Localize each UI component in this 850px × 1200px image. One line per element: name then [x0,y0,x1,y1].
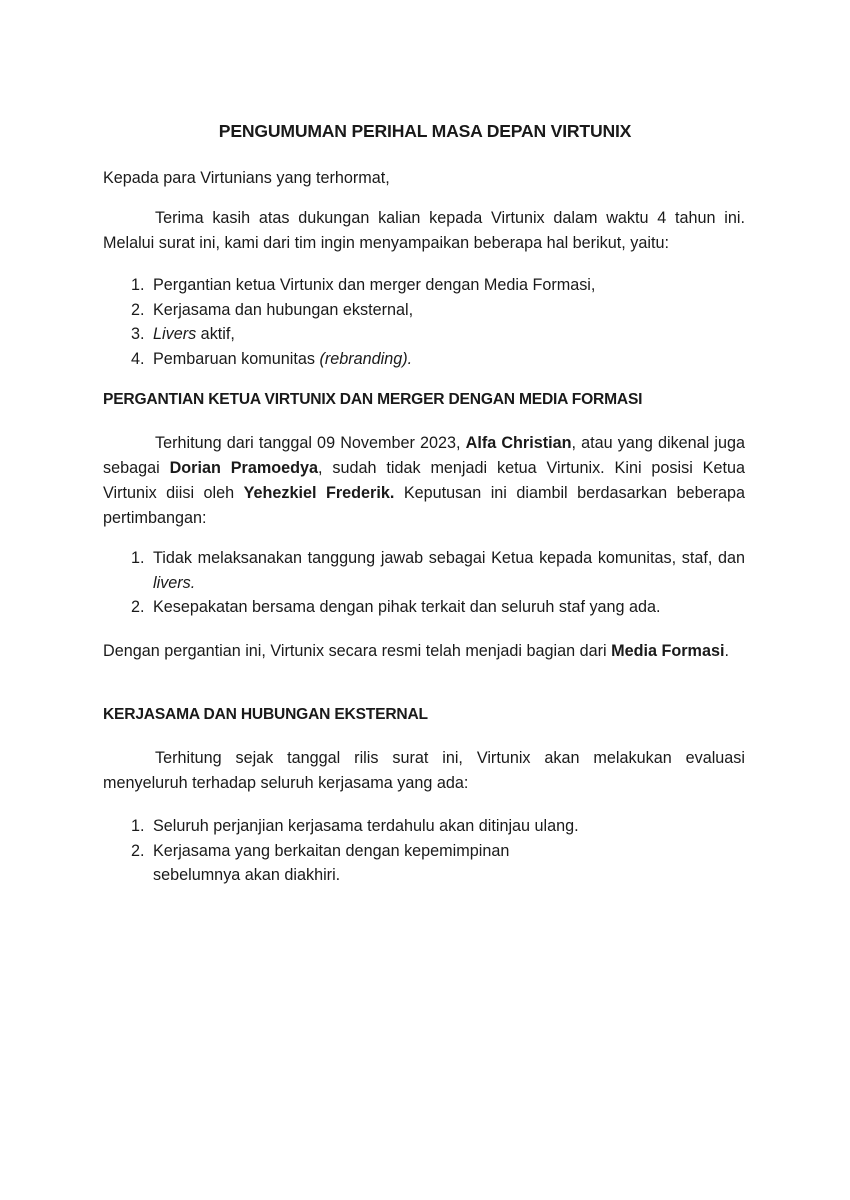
list-number: 1. [131,276,145,294]
list-item-text: Kerjasama dan hubungan eksternal, [153,300,414,319]
list-item-text: Kesepakatan bersama dengan pihak terkait dan seluruh staf yang ada. [153,598,661,616]
section-heading-partnerships: KERJASAMA DAN HUBUNGAN EKSTERNAL [103,706,428,723]
list-item-italic: (rebranding). [319,349,413,368]
partnerships-list [103,814,745,888]
list-item [103,273,745,298]
name-alfa-christian: Alfa Christian [465,434,572,452]
section-heading-leadership: PERGANTIAN KETUA VIRTUNIX DAN MERGER DENGAN MEDIA FORMASI [103,391,643,408]
leadership-paragraph [103,431,745,531]
document-title: PENGUMUMAN PERIHAL MASA DEPAN VIRTUNIX [218,121,632,141]
list-item [103,839,745,888]
list-item-text: Tidak melaksanakan tanggung jawab sebagai Ketua kepada komunitas, staf, dan [153,549,745,567]
list-number: 1. [131,549,145,567]
list-item [103,814,745,839]
list-number: 3. [131,325,145,343]
list-number: 2. [131,598,145,616]
text-run: Dengan pergantian ini, Virtunix secara resmi telah menjadi bagian dari [103,642,612,660]
merger-paragraph [103,639,745,664]
list-item-text: aktif, [196,325,235,343]
list-item-text: Seluruh perjanjian kerjasama terdahulu akan ditinjau ulang. [153,817,579,835]
considerations-list [103,546,745,620]
text-run: Terhitung dari tanggal 09 November 2023, [155,434,466,452]
text-run: Keputusan ini diambil berdasarkan beberapa pertimbangan: [103,484,745,527]
list-item-italic: Livers [153,325,197,343]
list-item-text: Kerjasama yang berkaitan dengan kepemimpinan sebelumnya akan diakhiri. [153,841,510,884]
list-item [103,595,745,620]
list-item [103,298,745,323]
name-dorian-pramoedya: Dorian Pramoedya [169,459,319,477]
agenda-list [103,273,745,371]
list-item [103,322,745,347]
list-item [103,546,745,595]
text-run: . [724,642,729,660]
partnerships-paragraph: Terhitung sejak tanggal rilis surat ini, Virtunix akan melakukan evaluasi menyeluruh terhadap seluruh kerjasama yang ada: [103,749,745,792]
list-item [103,347,745,372]
salutation: Kepada para Virtunians yang terhormat, [103,169,390,187]
list-number: 1. [131,817,145,835]
text-run: , sudah tidak menjadi ketua Virtunix. Kini posisi Ketua Virtunix diisi oleh [103,459,745,502]
list-item-text: Pembaruan komunitas [153,349,320,368]
name-media-formasi: Media Formasi [611,642,725,660]
list-item-text: Pergantian ketua Virtunix dan merger dengan Media Formasi, [153,276,596,294]
intro-paragraph: Terima kasih atas dukungan kalian kepada Virtunix dalam waktu 4 tahun ini. Melalui surat ini, kami dari tim ingin menyampaikan beberapa hal berikut, yaitu: [103,209,745,252]
text-run: , atau yang dikenal juga sebagai [103,434,746,477]
list-number: 2. [131,841,145,860]
list-number: 2. [131,300,145,319]
list-item-italic: livers. [153,573,196,592]
list-number: 4. [131,349,145,368]
name-yehezkiel-frederik: Yehezkiel Frederik. [243,484,395,502]
